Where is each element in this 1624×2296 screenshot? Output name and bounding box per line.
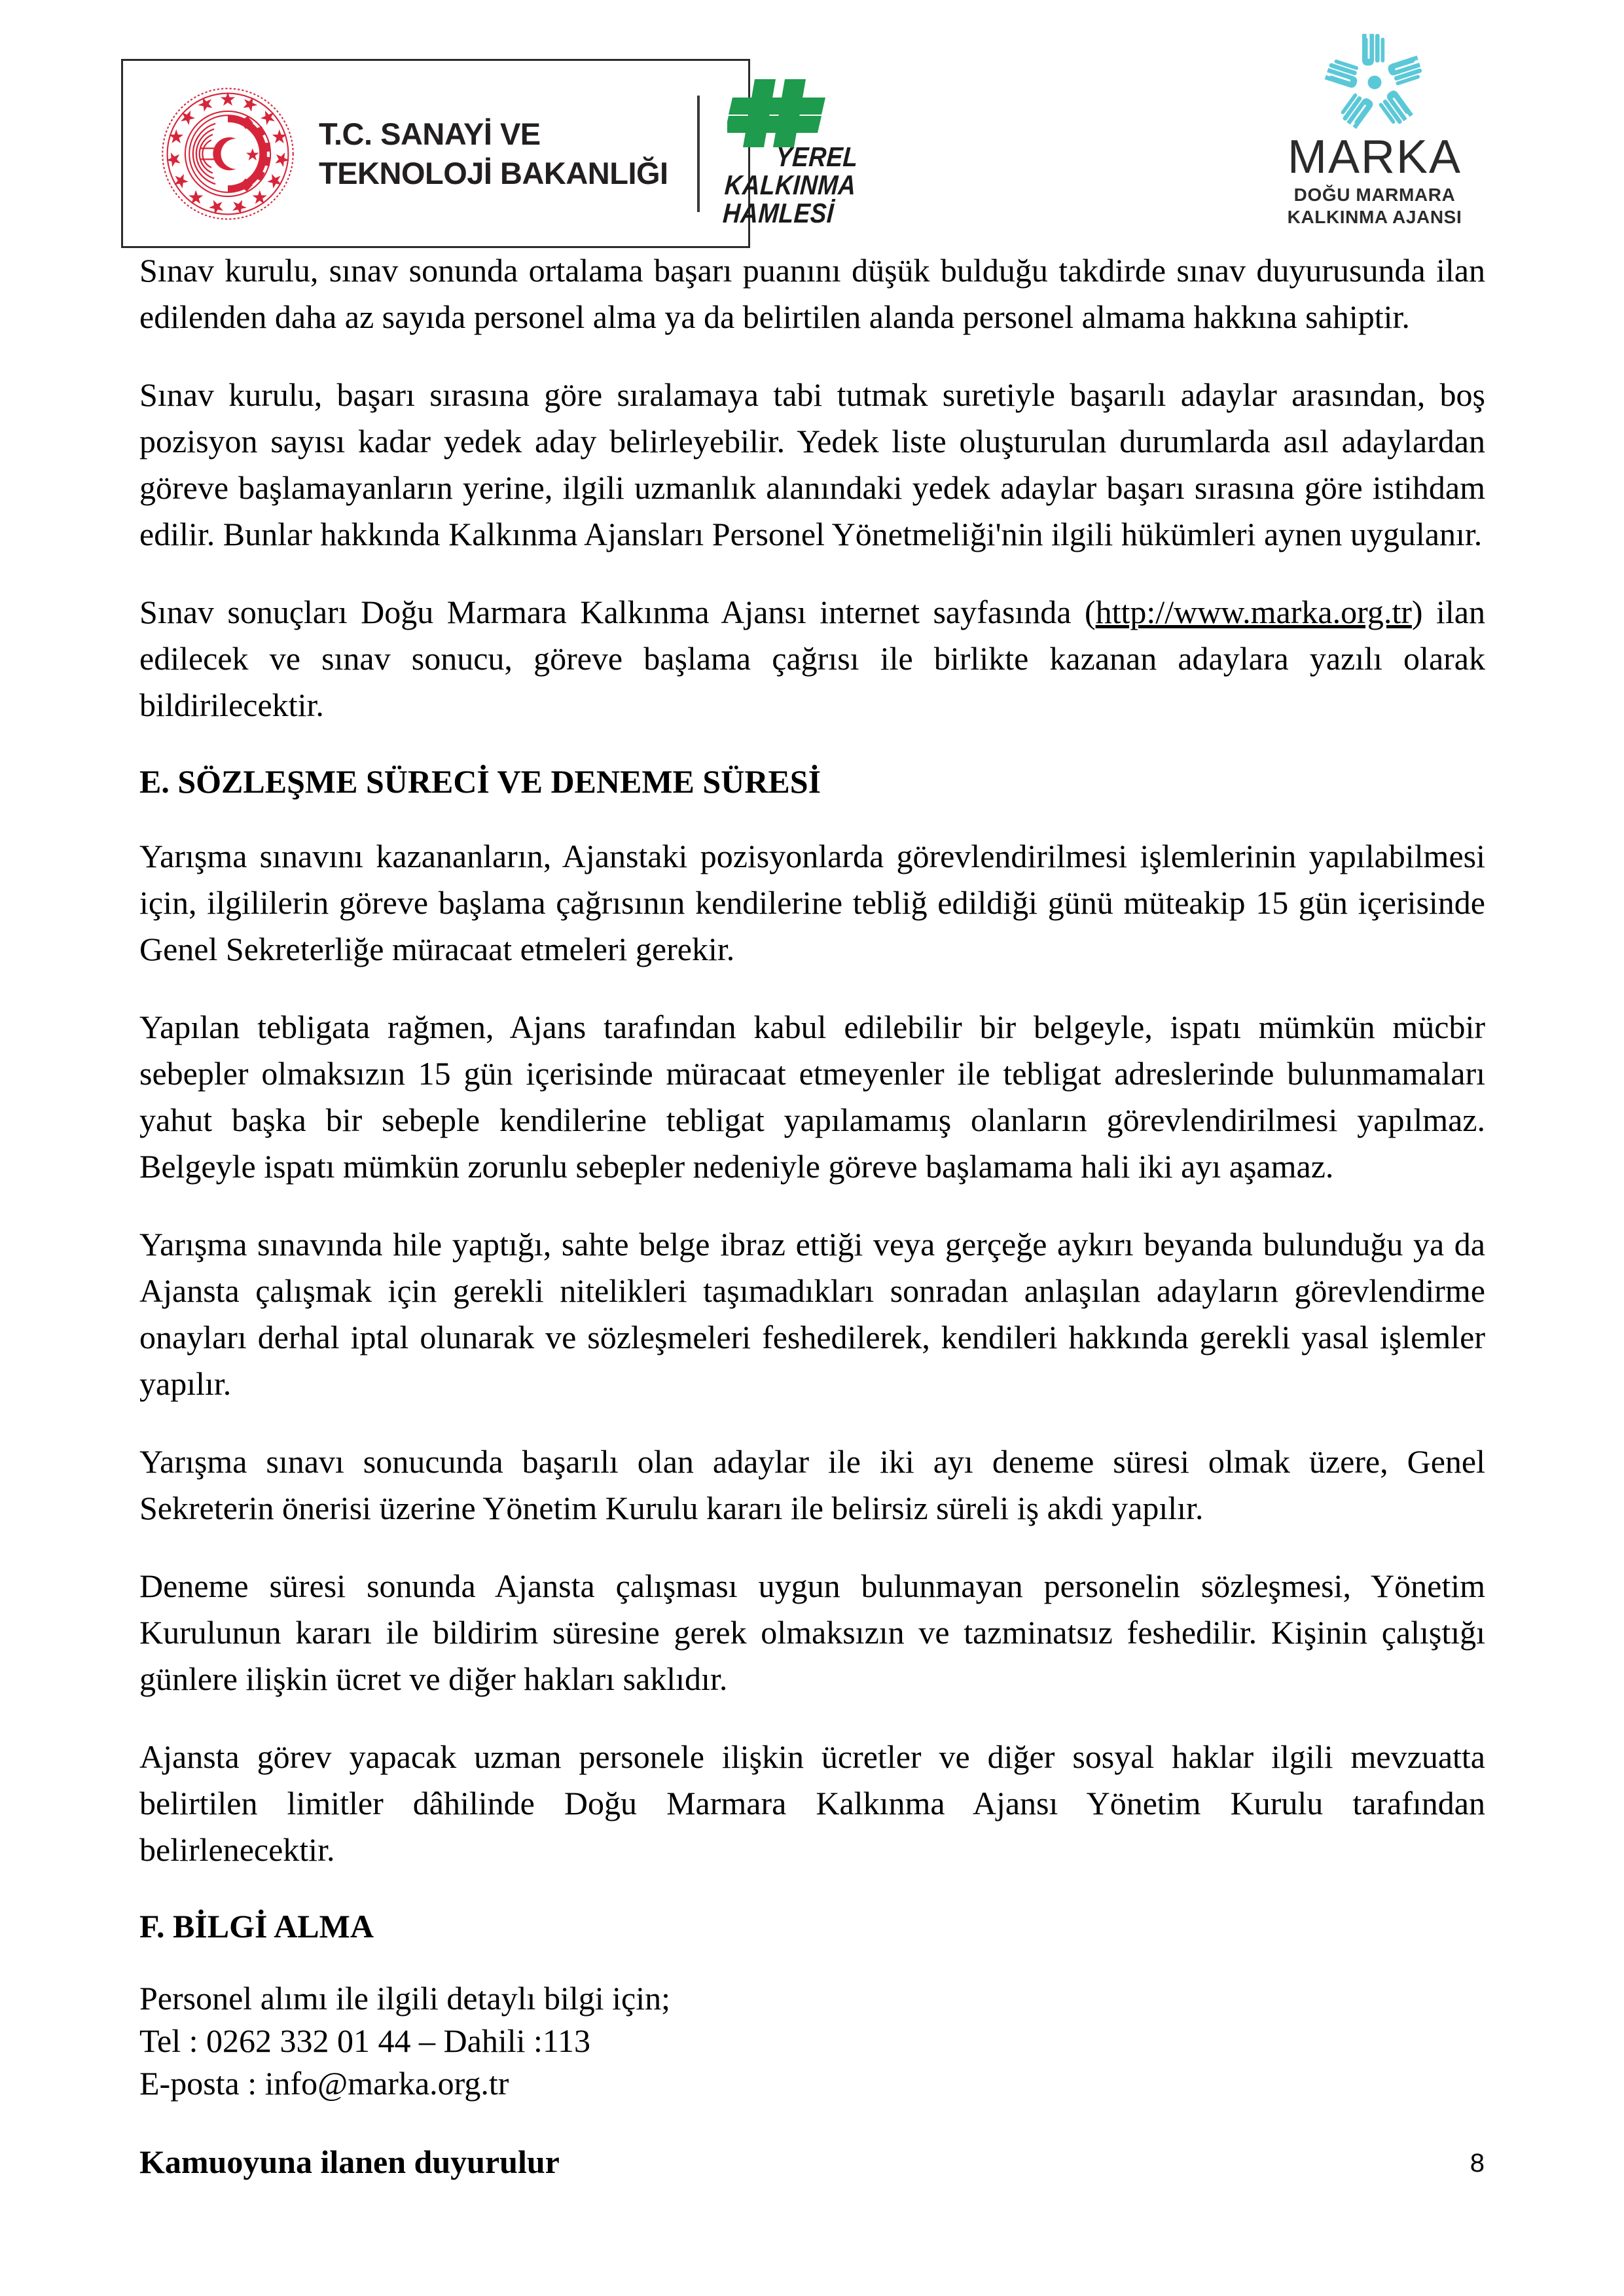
paragraph: Deneme süresi sonunda Ajansta çalışması uygun bulunmayan personelin sözleşmesi, Yönetim Kurulunun kararı ile bildirim süresine gerek olmaksızın ve tazminatsız feshedilir. Kişinin çalıştığı günlere ilişkin ücret ve diğer hakları saklıdır. [139,1567,1485,1697]
marka-agency-logo [1263,31,1486,228]
section-heading-e: E. SÖZLEŞME SÜRECİ VE DENEME SÜRESİ [139,763,821,800]
paragraph: Ajansta görev yapacak uzman personele ilişkin ücretler ve diğer sosyal haklar ilgili mevzuatta belirtilen limitler dâhilinde Doğu Marmara Kalkınma Ajansı Yönetim Kurulu tarafından belirlenecektir. [139,1738,1485,1868]
contact-intro: Personel alımı ile ilgili detaylı bilgi için; [139,1980,670,2017]
closing-statement: Kamuoyuna ilanen duyurulur [139,2144,560,2180]
section-heading-f: F. BİLGİ ALMA [139,1907,374,1945]
ministry-logo-box [121,59,859,248]
page-number: 8 [1470,2149,1485,2178]
contact-email: E-posta : info@marka.org.tr [139,2065,509,2102]
marka-wordmark: MARKA [1287,131,1462,183]
ministry-name [319,115,668,192]
paragraph: Sınav kurulu, başarı sırasına göre sıralamaya tabi tutmak suretiyle başarılı adaylar arasından, boş pozisyon sayısı kadar yedek aday belirleyebilir. Yedek liste oluşturulan durumlarda asıl adaylardan göreve başlamayanların yerine, ilgili uzmanlık alanındaki yedek adaylar başarı sırasına göre istihdam edilir. Bunlar hakkında Kalkınma Ajansları Personel Yönetmeliği'nin ilgili hükümleri aynen uygulanır. [139,376,1485,552]
marka-subtitle-line1: DOĞU MARMARA [1293,185,1456,205]
paragraph: Yarışma sınavında hile yaptığı, sahte belge ibraz ettiği veya gerçeğe aykırı beyanda bulunduğu ya da Ajansta çalışmak için gerekli nitelikleri taşımadıkları sonradan anlaşılan adayların görevlendirme onayları derhal iptal olunarak ve sözleşmeleri feshedilerek, kendileri hakkında gerekli yasal işlemler yapılır. [139,1225,1485,1402]
document-body [139,247,1485,2185]
marka-subtitle [1263,184,1486,228]
ministry-name-line1: T.C. SANAYİ VE [319,117,541,152]
marka-subtitle-line2: KALKINMA AJANSI [1287,207,1462,228]
paragraph: Yarışma sınavı sonucunda başarılı olan adaylar ile iki ayı deneme süresi olmak üzere, Genel Sekreterin önerisi üzerine Yönetim Kurulu kararı ile belirsiz süreli iş akdi yapılır. [139,1443,1485,1526]
paragraph-exam-results [139,589,1485,728]
campaign-line3: HAMLESİ [721,197,835,228]
contact-phone: Tel : 0262 332 01 44 – Dahili :113 [139,2022,591,2059]
ministry-name-line2: TEKNOLOJİ BAKANLIĞI [319,155,668,190]
campaign-line1: YEREL [774,141,859,173]
results-text-after-link: ) ilan edilecek ve sınav sonucu, göreve başlama çağrısı ile birlikte kazanan adaylara yazılı olarak bildirilecektir. [139,594,1485,723]
page-header [0,0,1624,249]
marka-website-link[interactable]: http://www.marka.org.tr [1095,594,1412,630]
hashtag-icon [727,79,881,147]
paragraph: Yarışma sınavını kazananların, Ajanstaki pozisyonlarda görevlendirilmesi işlemlerinin yapılabilmesi için, ilgililerin göreve başlama çağrısının kendilerine tebliğ edildiği günü müteakip 15 gün içerisinde Genel Sekreterliğe müracaat etmeleri gerekir. [139,837,1485,967]
campaign-wordmark [722,143,863,227]
results-text-before-link: Sınav sonuçları Doğu Marmara Kalkınma Ajansı internet sayfasında ( [139,594,1096,630]
yerel-kalkinma-hamlesi-logo [721,79,881,228]
paragraph: Sınav kurulu, sınav sonunda ortalama başarı puanını düşük bulduğu takdirde sınav duyurusunda ilan edilenden daha az sayıda personel alma ya da belirtilen alanda personel almama hakkına sahiptir. [139,252,1485,335]
campaign-line2: KALKINMA [723,170,857,201]
tc-ministry-emblem-icon [159,85,297,223]
paragraph: Yapılan tebligata rağmen, Ajans tarafından kabul edilebilir bir belgeyle, ispatı mümkün mücbir sebepler olmaksızın 15 gün içerisinde müracaat etmeyenler ile tebligat adreslerinde bulunmamaları yahut başka bir sebeple kendilerine tebligat yapılamamış olanların görevlendirilmesi yapılmaz. Belgeyle ispatı mümkün zorunlu sebepler nedeniyle göreve başlamama hali iki ayı aşamaz. [139,1008,1485,1185]
marka-star-pinwheel-icon [1263,31,1486,131]
logo-divider [697,96,700,212]
